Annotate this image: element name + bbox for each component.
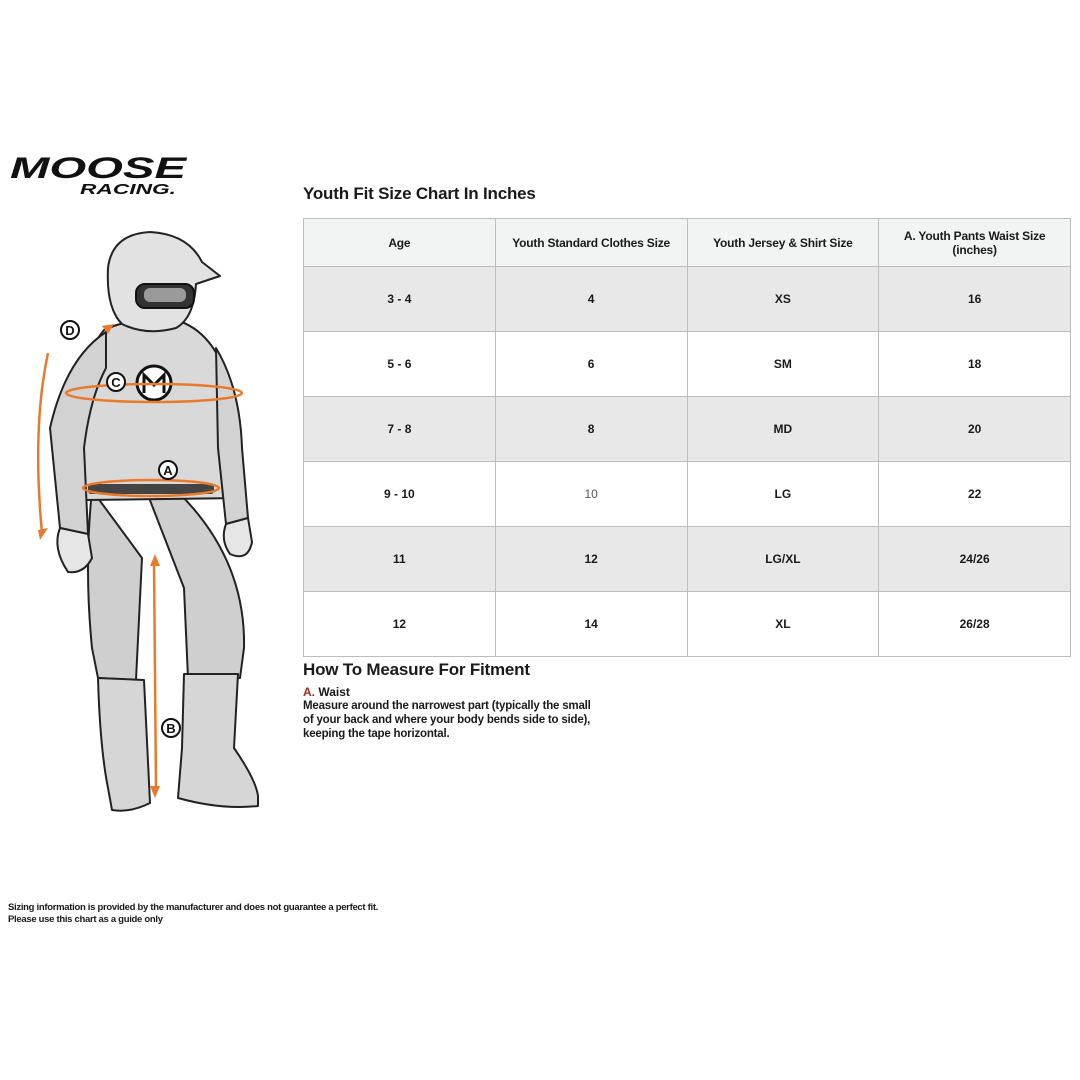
table-row [304, 397, 1071, 462]
cell-age: 5 - 6 [304, 332, 496, 397]
cell-jersey-size: XL [687, 592, 879, 657]
table-row [304, 462, 1071, 527]
cell-waist-size: 18 [879, 332, 1071, 397]
rider-measurement-illustration [26, 228, 276, 818]
marker-a-label: A [163, 463, 173, 478]
table-row [304, 332, 1071, 397]
header-waist-size: A. Youth Pants Waist Size (inches) [879, 219, 1071, 267]
table-header-row [304, 219, 1071, 267]
size-chart-title: Youth Fit Size Chart In Inches [303, 184, 536, 203]
cell-standard-size: 6 [495, 332, 687, 397]
cell-standard-size: 12 [495, 527, 687, 592]
cell-age: 11 [304, 527, 496, 592]
cell-age: 7 - 8 [304, 397, 496, 462]
cell-standard-size: 8 [495, 397, 687, 462]
header-age: Age [304, 219, 496, 267]
disclaimer [8, 902, 378, 926]
cell-age: 3 - 4 [304, 267, 496, 332]
cell-jersey-size: LG [687, 462, 879, 527]
cell-waist-size: 26/28 [879, 592, 1071, 657]
cell-waist-size: 16 [879, 267, 1071, 332]
fitment-title: How To Measure For Fitment [303, 660, 530, 679]
cell-jersey-size: SM [687, 332, 879, 397]
header-standard-size: Youth Standard Clothes Size [495, 219, 687, 267]
logo-text-racing: RACING. [80, 181, 176, 198]
header-jersey-size: Youth Jersey & Shirt Size [687, 219, 879, 267]
cell-jersey-size: LG/XL [687, 527, 879, 592]
cell-age: 12 [304, 592, 496, 657]
cell-standard-size: 4 [495, 267, 687, 332]
waist-description: Measure around the narrowest part (typically the small of your back and where your body bends side to side), keeping the tape horizontal. [303, 700, 591, 740]
waist-letter: A. [303, 685, 315, 699]
moose-racing-logo [8, 150, 188, 198]
cell-jersey-size: MD [687, 397, 879, 462]
marker-b-label: B [166, 721, 176, 736]
logo-text-moose: MOOSE [10, 152, 188, 185]
disclaimer-line-2: Please use this chart as a guide only [8, 914, 163, 925]
cell-standard-size: 10 [495, 462, 687, 527]
table-row [304, 267, 1071, 332]
marker-c-label: C [111, 375, 121, 390]
cell-waist-size: 24/26 [879, 527, 1071, 592]
cell-waist-size: 22 [879, 462, 1071, 527]
waist-heading [303, 685, 350, 699]
cell-jersey-size: XS [687, 267, 879, 332]
size-chart-table [303, 218, 1071, 657]
table-row [304, 527, 1071, 592]
table-row [304, 592, 1071, 657]
cell-standard-size: 14 [495, 592, 687, 657]
cell-age: 9 - 10 [304, 462, 496, 527]
marker-d-label: D [65, 323, 75, 338]
cell-waist-size: 20 [879, 397, 1071, 462]
disclaimer-line-1: Sizing information is provided by the manufacturer and does not guarantee a perfect fit. [8, 902, 379, 913]
waist-label: Waist [318, 685, 350, 699]
